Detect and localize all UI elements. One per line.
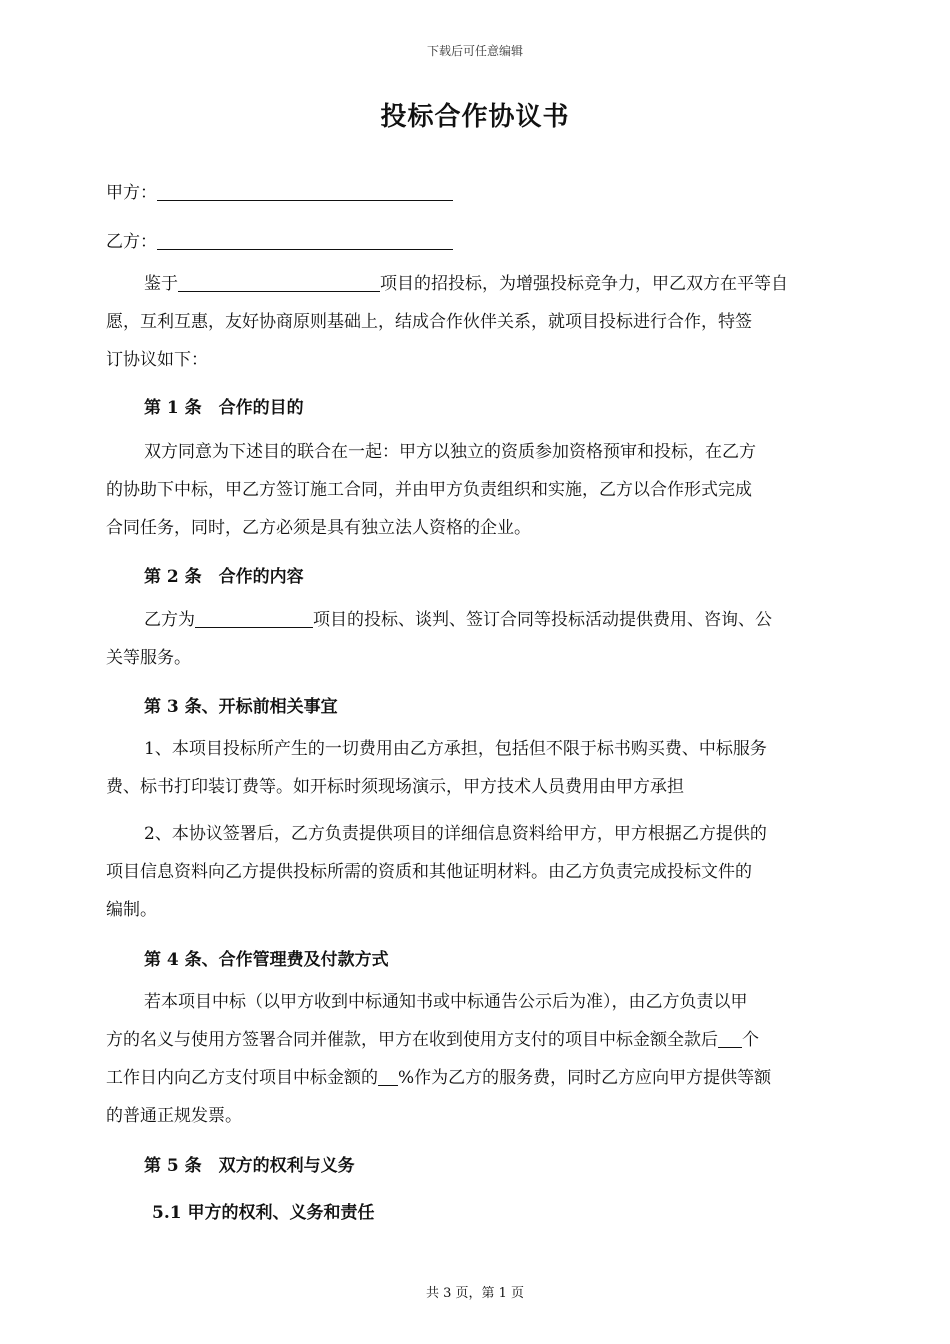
article-3-item-1 <box>106 730 846 806</box>
article-4-heading: 第 4 条、合作管理费及付款方式 <box>144 950 389 970</box>
article-4-paragraph <box>106 983 846 1135</box>
article-3-item-2-line1: 2、本协议签署后，乙方负责提供项目的详细信息资料给甲方，甲方根据乙方提供的 <box>144 824 767 844</box>
article-2-project-blank <box>195 609 313 628</box>
article-3-item-1-line2: 费、标书打印装订费等。如开标时须现场演示，甲方技术人员费用由甲方承担 <box>106 777 684 797</box>
party-b-blank <box>157 231 453 250</box>
document-title: 投标合作协议书 <box>380 102 570 132</box>
article-5-heading: 第 5 条 双方的权利与义务 <box>144 1156 355 1176</box>
intro-paragraph <box>106 265 846 379</box>
intro-prefix: 鉴于 <box>144 274 178 294</box>
article-1-paragraph <box>106 433 846 547</box>
article-5-1-heading: 5.1 甲方的权利、义务和责任 <box>152 1203 375 1223</box>
article-3-item-1-line1: 1、本项目投标所产生的一切费用由乙方承担，包括但不限于标书购买费、中标服务 <box>144 739 767 759</box>
article-1-line3: 合同任务，同时，乙方必须是具有独立法人资格的企业。 <box>106 518 531 538</box>
article-4-line2-b: 个 <box>742 1030 759 1050</box>
article-2-line2: 关等服务。 <box>106 648 191 668</box>
article-1-line2: 的协助下中标，甲乙方签订施工合同，并由甲方负责组织和实施，乙方以合作形式完成 <box>106 480 752 500</box>
party-a-line <box>106 178 453 203</box>
article-2-paragraph <box>106 601 846 677</box>
article-2-line1: 项目的投标、谈判、签订合同等投标活动提供费用、咨询、公 <box>313 610 772 630</box>
article-3-item-2 <box>106 815 846 929</box>
intro-line3: 订协议如下： <box>106 350 208 370</box>
party-a-label: 甲方： <box>106 183 157 203</box>
intro-line2: 愿，互利互惠，友好协商原则基础上，结成合作伙伴关系，就项目投标进行合作，特签 <box>106 312 752 332</box>
project-name-blank <box>178 273 380 292</box>
article-2-heading: 第 2 条 合作的内容 <box>144 567 304 587</box>
percent-blank <box>378 1067 398 1086</box>
article-4-line3-a: 工作日内向乙方支付项目中标金额的 <box>106 1068 378 1088</box>
intro-line1: 项目的招投标，为增强投标竞争力，甲乙双方在平等自 <box>380 274 788 294</box>
article-3-item-2-line2: 项目信息资料向乙方提供投标所需的资质和其他证明材料。由乙方负责完成投标文件的 <box>106 862 752 882</box>
article-4-line4: 的普通正规发票。 <box>106 1106 242 1126</box>
article-4-line2-a: 方的名义与使用方签署合同并催款，甲方在收到使用方支付的项目中标金额全款后 <box>106 1030 718 1050</box>
page-footer: 共 3 页，第 1 页 <box>425 1286 525 1301</box>
party-b-label: 乙方： <box>106 232 157 252</box>
article-4-line1: 若本项目中标（以甲方收到中标通知书或中标通告公示后为准），由乙方负责以甲 <box>144 992 748 1012</box>
article-1-line1: 双方同意为下述目的联合在一起：甲方以独立的资质参加资格预审和投标，在乙方 <box>144 442 756 462</box>
days-blank <box>718 1029 742 1048</box>
article-2-prefix: 乙方为 <box>144 610 195 630</box>
party-a-blank <box>157 182 453 201</box>
article-3-heading: 第 3 条、开标前相关事宜 <box>144 697 338 717</box>
article-3-item-2-line3: 编制。 <box>106 900 157 920</box>
party-b-line <box>106 227 453 252</box>
article-4-line3-b: %作为乙方的服务费，同时乙方应向甲方提供等额 <box>398 1068 772 1088</box>
header-note: 下载后可任意编辑 <box>426 44 523 58</box>
article-1-heading: 第 1 条 合作的目的 <box>144 398 304 418</box>
